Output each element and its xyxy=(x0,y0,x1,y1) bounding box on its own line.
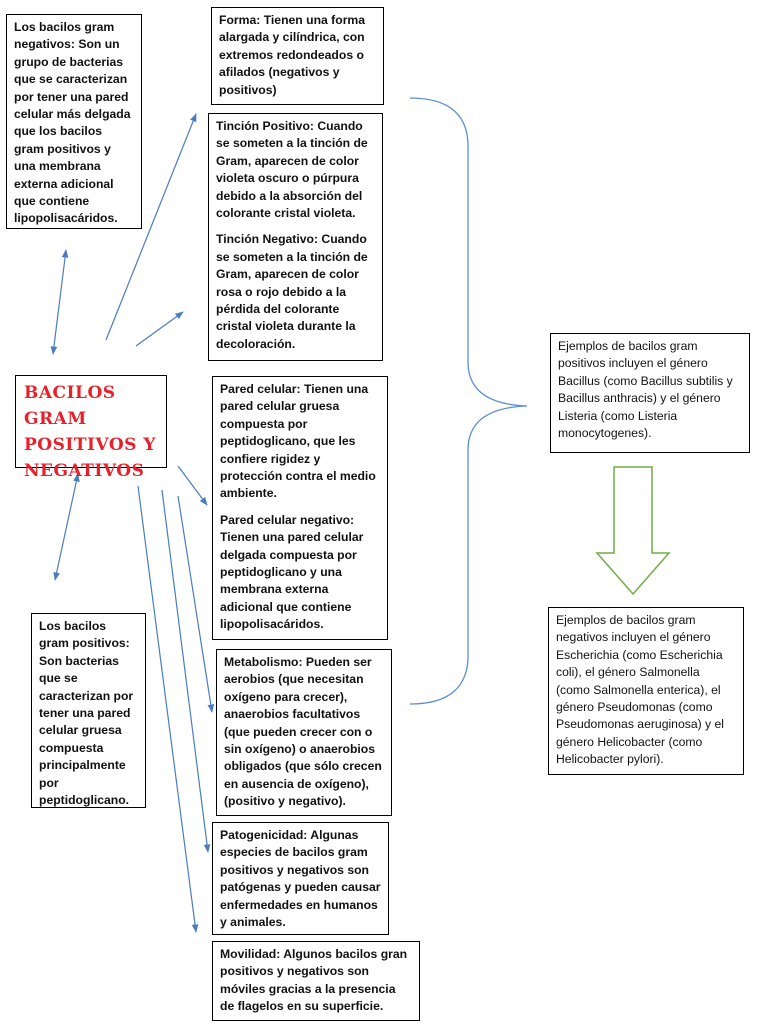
negativos-definition-box xyxy=(6,14,142,229)
ejemplos-positivos-text: Ejemplos de bacilos gram positivos incluyen el género Bacillus (como Bacillus subtilis y Bacillus anthracis) y el género Listeria (como Listeria monocytogenes). xyxy=(558,339,733,441)
ejemplos-negativos-box xyxy=(548,607,744,775)
pared-celular-box xyxy=(212,376,388,640)
tincion-box xyxy=(208,113,383,361)
ejemplos-negativos-text: Ejemplos de bacilos gram negativos incluyen el género Escherichia (como Escherichia coli), el género Salmonella (como Salmonella enterica), el género Pseudomonas (como Pseudomonas aeruginosa) y el género Helicobacter (como Helicobacter pylori). xyxy=(556,613,725,767)
pared-celular-text: Pared celular: Tienen una pared celular gruesa compuesta por peptidoglicano, que les confiere rigidez y protección contra el medio ambiente. xyxy=(220,382,376,501)
positivos-definition-text: Los bacilos gram positivos: Son bacterias que se caracterizan por tener una pared celular gruesa compuesta principalmente por peptidoglicano. xyxy=(39,619,134,808)
title-line-1: BACILOS GRAM xyxy=(24,383,116,429)
metabolismo-box xyxy=(216,649,392,816)
down-arrow-icon xyxy=(597,467,669,594)
movilidad-text: Movilidad: Algunos bacilos gran positivos y negativos son móviles gracias a la presencia de flagelos en su superficie. xyxy=(220,947,408,1014)
positivos-definition-box xyxy=(31,613,146,808)
arrow-to-tincion xyxy=(136,312,183,346)
negativos-definition-text: Los bacilos gram negativos: Son un grupo de bacterias que se caracterizan por tener una pared celular más delgada que los bacilos gram positivos y una membrana externa adicional que contiene lipopolisacáridos. xyxy=(14,20,131,226)
arrow-to-pared xyxy=(178,466,207,505)
arrow-to-negativos-def xyxy=(53,250,66,354)
arrow-to-positivos-def xyxy=(55,474,78,580)
metabolismo-text: Metabolismo: Pueden ser aerobios (que necesitan oxígeno para crecer), anaerobios facultativos (que pueden crecer con o sin oxígeno) o anaerobios obligados (que sólo crecen en ausencia de oxígeno), (positivo y negativo). xyxy=(224,655,382,809)
movilidad-box xyxy=(212,941,420,1021)
title-box xyxy=(15,375,167,481)
forma-text: Forma: Tienen una forma alargada y cilíndrica, con extremos redondeados o afilados (negativos y positivos) xyxy=(219,13,366,97)
tincion-positivo-text: Tinción Positivo: Cuando se someten a la tinción de Gram, aparecen de color violeta oscuro o púrpura debido a la absorción del colorante cristal violeta. xyxy=(216,119,368,221)
ejemplos-positivos-box xyxy=(550,333,750,453)
pared-celular-negativo-text: Pared celular negativo: Tienen una pared celular delgada compuesta por peptidoglicano y una membrana externa adicional que contiene lipopolisacáridos. xyxy=(220,512,364,632)
curly-brace xyxy=(410,98,527,704)
title-line-3: NEGATIVOS xyxy=(24,461,145,481)
title-line-2: POSITIVOS Y xyxy=(24,435,156,455)
arrow-to-metabolismo xyxy=(178,496,212,712)
tincion-negativo-text: Tinción Negativo: Cuando se someten a la tinción de Gram, aparecen de color rosa o rojo debido a la pérdida del colorante cristal violeta durante la decoloración. xyxy=(216,232,368,351)
forma-box xyxy=(211,7,384,105)
patogenicidad-box xyxy=(212,822,389,935)
patogenicidad-text: Patogenicidad: Algunas especies de bacilos gram positivos y negativos son patógenas y pueden causar enfermedades en humanos y animales. xyxy=(220,828,381,930)
